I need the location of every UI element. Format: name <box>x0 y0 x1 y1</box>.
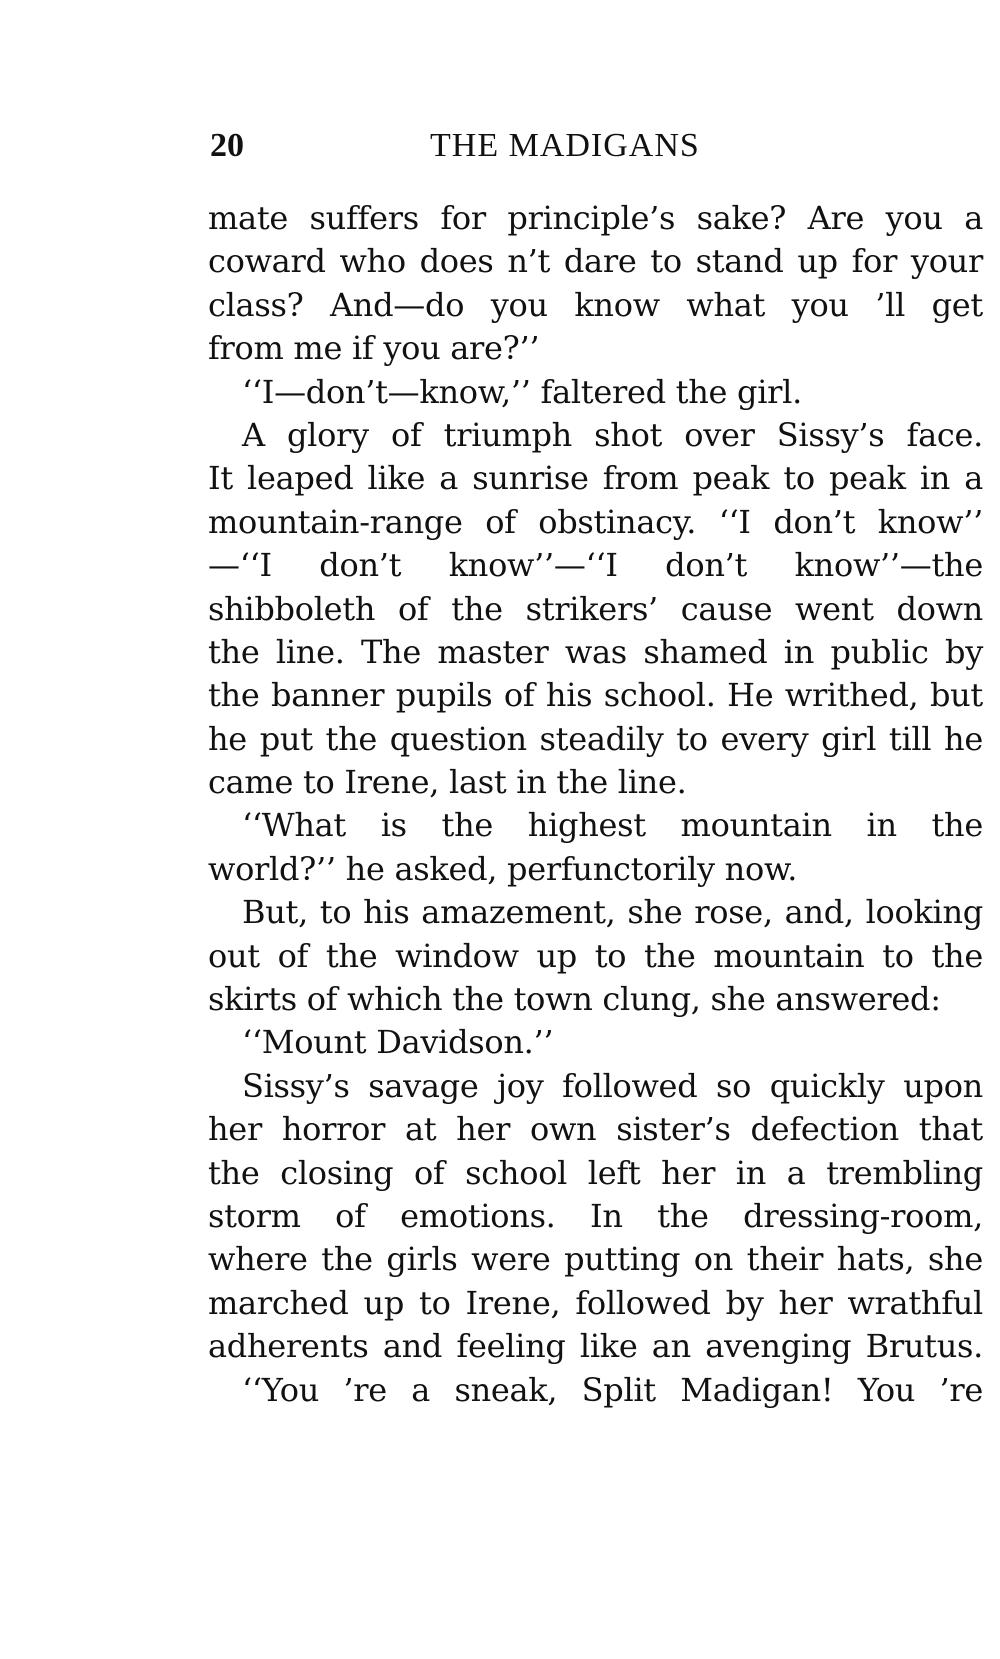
text-line: ‘‘Mount Davidson.’’ <box>242 1023 554 1062</box>
text-line: world?’’ he asked, perfunctorily now. <box>208 849 798 888</box>
body-text <box>208 197 983 1412</box>
text-line: Sissy’s savage joy followed so quickly upon <box>242 1066 983 1105</box>
text-line: adherents and feeling like an avenging Brutus. <box>208 1327 983 1366</box>
text-line: shibboleth of the strikers’ cause went down <box>208 589 983 628</box>
text-line: mountain-range of obstinacy. ‘‘I don’t know’’ <box>208 502 983 541</box>
text-line: coward who does n’t dare to stand up for your <box>208 242 983 281</box>
text-line: But, to his amazement, she rose, and, looking <box>242 893 983 932</box>
text-line: A glory of triumph shot over Sissy’s face. <box>242 415 983 454</box>
text-line: class? And—do you know what you ’ll get <box>208 285 983 324</box>
text-line: came to Irene, last in the line. <box>208 763 687 802</box>
text-line: marched up to Irene, followed by her wrathful <box>208 1283 983 1322</box>
text-line: from me if you are?’’ <box>208 329 540 368</box>
running-title: THE MADIGANS <box>430 127 700 164</box>
text-line: the line. The master was shamed in public by <box>208 632 983 671</box>
text-line: skirts of which the town clung, she answered: <box>208 980 941 1019</box>
text-line: storm of emotions. In the dressing-room, <box>208 1196 983 1235</box>
page-number: 20 <box>210 127 244 164</box>
text-line: It leaped like a sunrise from peak to peak in a <box>208 459 983 498</box>
text-line: ‘‘You ’re a sneak, Split Madigan! You ’re <box>242 1370 983 1409</box>
text-line: —‘‘I don’t know’’—‘‘I don’t know’’—the <box>208 546 983 585</box>
page-header <box>210 122 980 172</box>
text-line: her horror at her own sister’s defection that <box>208 1110 983 1149</box>
text-line: he put the question steadily to every girl till he <box>208 719 983 758</box>
text-line: mate suffers for principle’s sake? Are you a <box>208 199 983 237</box>
text-line: ‘‘What is the highest mountain in the <box>242 806 983 845</box>
text-line: the banner pupils of his school. He writhed, but <box>208 676 983 715</box>
text-line: out of the window up to the mountain to the <box>208 936 983 975</box>
text-line: where the girls were putting on their hats, she <box>208 1240 983 1279</box>
text-line: the closing of school left her in a trembling <box>208 1153 983 1192</box>
text-line: ‘‘I—don’t—know,’’ faltered the girl. <box>242 372 802 411</box>
